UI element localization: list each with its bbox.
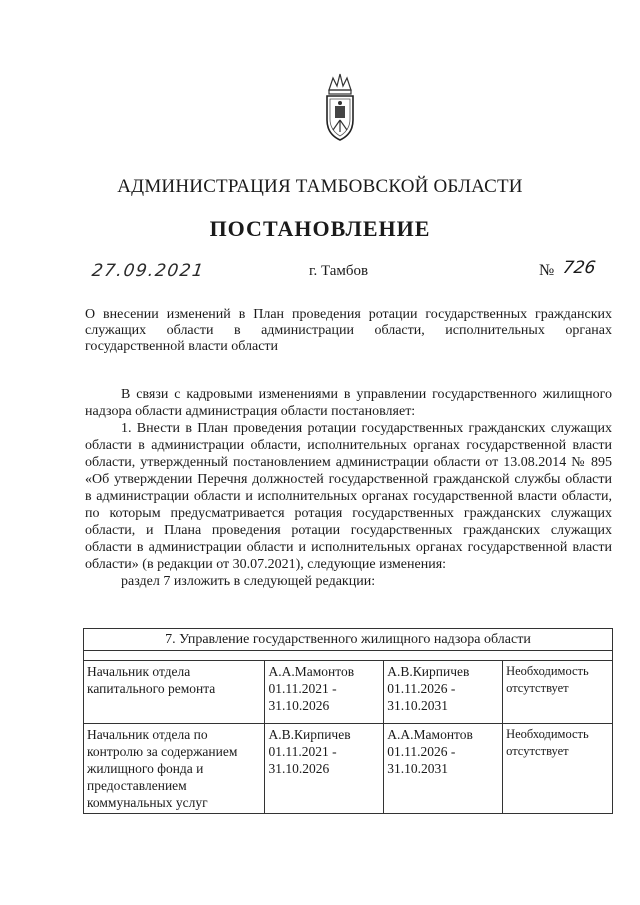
- document-subject: О внесении изменений в План проведения ротации государственных гражданских служащих области в администрации области, исполнительных органах государственной власти области: [85, 307, 612, 354]
- current-employee-cell: [265, 661, 384, 724]
- employee-period: 01.11.2021 - 31.10.2026: [268, 681, 337, 713]
- document-city: г. Тамбов: [309, 263, 369, 279]
- table-title: 7. Управление государственного жилищного надзора области: [84, 629, 613, 651]
- employee-name: А.А.Мамонтов: [268, 664, 355, 679]
- coat-of-arms-icon: [321, 68, 359, 144]
- body-intro: В связи с кадровыми изменениями в управлении государственного жилищного надзора области администрация области постановляет:: [85, 387, 612, 419]
- employee-name: А.В.Кирпичев: [387, 664, 470, 679]
- table-row: [84, 661, 613, 724]
- employee-period: 01.11.2026 - 31.10.2031: [387, 681, 456, 713]
- table-header-row: [84, 629, 613, 651]
- employee-period: 01.11.2021 - 31.10.2026: [268, 744, 337, 776]
- table-row: [84, 724, 613, 814]
- rotation-plan-table: [83, 628, 613, 814]
- current-employee-cell: [265, 724, 384, 814]
- necessity-cell: Необходимость отсутствует: [503, 724, 613, 814]
- body-section-note: раздел 7 изложить в следующей редакции:: [121, 574, 376, 589]
- organization-title: АДМИНИСТРАЦИЯ ТАМБОВСКОЙ ОБЛАСТИ: [117, 176, 523, 197]
- employee-name: А.А.Мамонтов: [387, 727, 473, 742]
- body-item-1: 1. Внести в План проведения ротации государственных гражданских служащих области в администрации области, исполнительных органах государственной власти области, утвержденный постановлением администрации области от 13.08.2014 № 895 «Об утверждении Перечня должностей государственной гражданской службы области в администрации области и исполнительных органах государственной власти области, по которым предусматривается ротация государственных гражданских служащих области, и Плана проведения ротации государственных гражданских служащих области в администрации области и исполнительных органах государственной власти области» (в редакции от 30.07.2021), следующие изменения:: [85, 421, 612, 572]
- document-number: 726: [561, 258, 597, 278]
- document-number-label: №: [539, 262, 555, 279]
- next-employee-cell: [384, 724, 503, 814]
- employee-name: А.В.Кирпичев: [268, 727, 351, 742]
- document-body: [85, 386, 612, 590]
- necessity-cell: Необходимость отсутствует: [503, 661, 613, 724]
- document-type-title: ПОСТАНОВЛЕНИЕ: [209, 216, 431, 241]
- next-employee-cell: [384, 661, 503, 724]
- position-cell: Начальник отдела по контролю за содержанием жилищного фонда и предоставлением коммунальных услуг: [84, 724, 265, 814]
- table-spacer: [84, 651, 613, 661]
- employee-period: 01.11.2026 - 31.10.2031: [387, 744, 456, 776]
- position-cell: Начальник отдела капитального ремонта: [84, 661, 265, 724]
- document-date: 27.09.2021: [90, 261, 206, 281]
